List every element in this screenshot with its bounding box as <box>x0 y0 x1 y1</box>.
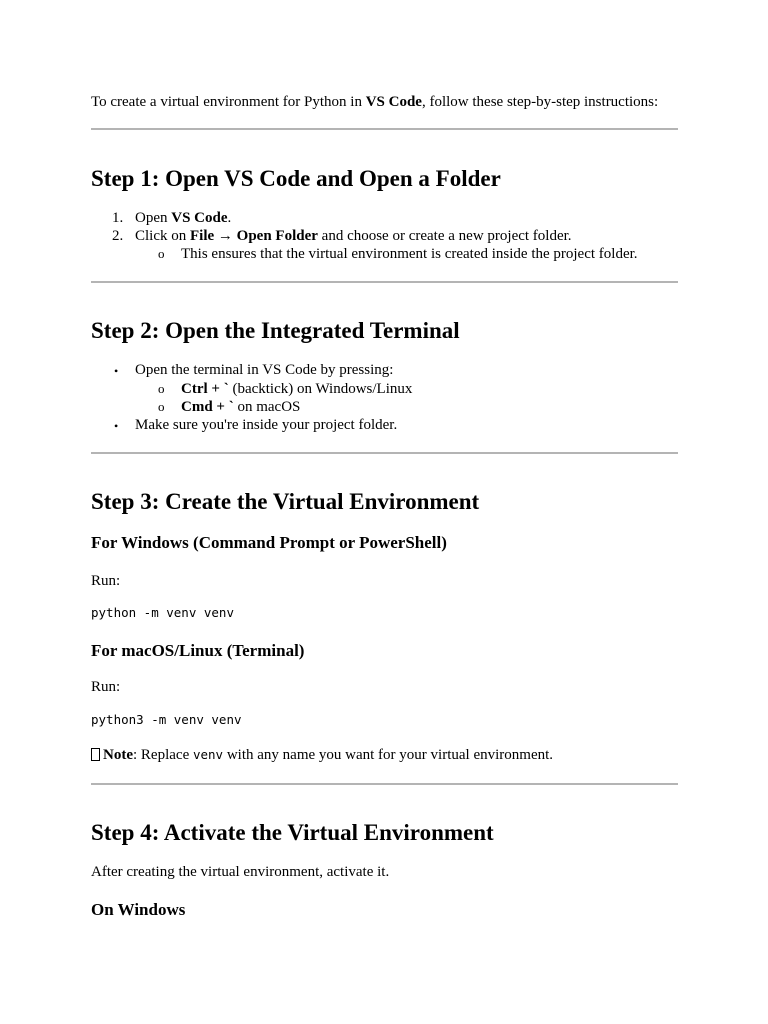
step1-sublist-item-1: This ensures that the virtual environment is created inside the project folder. <box>181 246 638 262</box>
list-bold: Open Folder <box>236 228 318 244</box>
list-number: 1. <box>112 210 124 226</box>
sublist-marker: o <box>158 246 165 261</box>
step2-heading: Step 2: Open the Integrated Terminal <box>91 318 460 343</box>
list-text: on macOS <box>233 399 301 415</box>
mac-subheading: For macOS/Linux (Terminal) <box>91 641 305 660</box>
step2-bullet-1: Open the terminal in VS Code by pressing: <box>135 362 394 378</box>
shortcut-key: Cmd + ` <box>181 399 234 415</box>
windows-subheading: For Windows (Command Prompt or PowerShell) <box>91 533 447 552</box>
note-text: : Replace <box>133 747 193 763</box>
list-text: (backtick) on Windows/Linux <box>228 381 413 397</box>
intro-text: To create a virtual environment for Python in <box>91 94 366 110</box>
step1-list-item-2 <box>135 227 572 245</box>
list-text: and choose or create a new project folder. <box>317 228 572 244</box>
bullet-marker: • <box>114 419 119 433</box>
divider <box>91 783 678 785</box>
arrow-icon: → <box>214 228 237 244</box>
list-text: Open <box>135 210 172 226</box>
run-label: Run: <box>91 679 121 695</box>
note-text: with any name you want for your virtual environment. <box>223 747 554 763</box>
step1-heading: Step 1: Open VS Code and Open a Folder <box>91 166 501 191</box>
step1-list-item-1 <box>135 209 231 227</box>
list-bold: File <box>190 228 215 244</box>
list-text: Click on <box>135 228 190 244</box>
list-text: . <box>227 210 232 226</box>
step4-paragraph: After creating the virtual environment, activate it. <box>91 864 390 880</box>
intro-text-after: , follow these step-by-step instructions: <box>421 94 659 110</box>
divider <box>91 452 678 454</box>
intro-bold: VS Code <box>365 94 422 110</box>
note-icon <box>91 748 100 761</box>
note-label: Note <box>103 747 133 763</box>
note-paragraph <box>91 746 553 764</box>
shortcut-key: Ctrl + ` <box>181 381 229 397</box>
list-bold: VS Code <box>171 210 228 226</box>
run-label: Run: <box>91 573 121 589</box>
step2-bullet-2: Make sure you're inside your project folder. <box>135 417 398 433</box>
step2-sublist-item-1 <box>181 380 412 398</box>
step2-sublist-item-2 <box>181 398 300 416</box>
step4-heading: Step 4: Activate the Virtual Environment <box>91 820 494 845</box>
inline-code: venv <box>192 747 224 762</box>
step3-heading: Step 3: Create the Virtual Environment <box>91 489 480 514</box>
divider <box>91 128 678 130</box>
bullet-marker: • <box>114 364 119 378</box>
intro-paragraph <box>91 93 658 111</box>
sublist-marker: o <box>158 399 165 414</box>
windows-command: python -m venv venv <box>91 605 234 620</box>
sublist-marker: o <box>158 381 165 396</box>
list-number: 2. <box>112 228 124 244</box>
windows-activate-subheading: On Windows <box>91 900 186 919</box>
mac-command: python3 -m venv venv <box>91 712 242 727</box>
divider <box>91 281 678 283</box>
